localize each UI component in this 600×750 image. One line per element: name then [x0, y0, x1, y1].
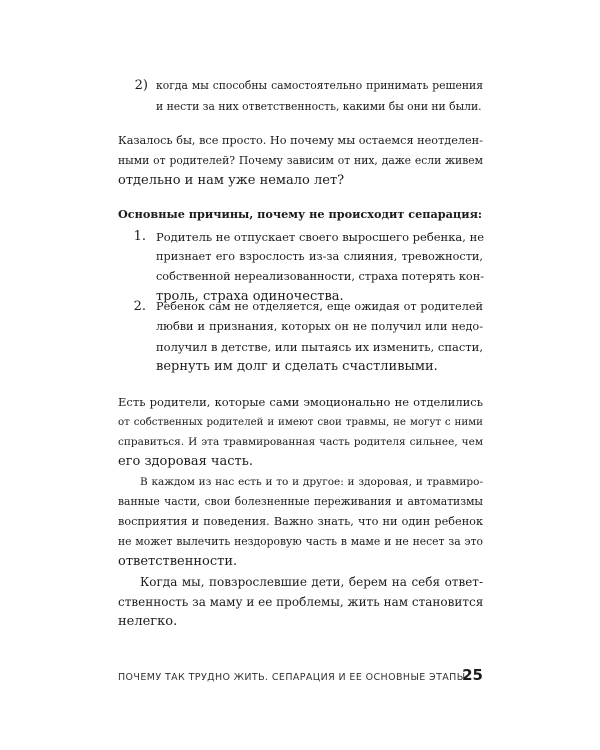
text-line: любви и признания, которых он не получил или недо-: [156, 320, 483, 333]
section-heading: Основные причины, почему не происходит сепарация:: [118, 207, 483, 221]
text-line: восприятия и поведения. Важно знать, что ни один ребенок: [118, 515, 483, 528]
text-line: собственной нереализованности, страха потерять кон-: [156, 270, 485, 283]
text-line: ответственности.: [118, 554, 238, 569]
text-line: Есть родители, которые сами эмоционально не отделились: [118, 395, 483, 409]
list-item-number: 2.: [133, 299, 146, 314]
text-line: нелегко.: [118, 614, 178, 629]
text-line: Ребенок сам не отделяется, еще ожидая от родителей: [156, 300, 483, 313]
text-line: ственность за маму и ее проблемы, жить нам становится: [118, 595, 484, 609]
text-line: справиться. И эта травмированная часть родителя сильнее, чем: [118, 436, 483, 448]
text-line: отдельно и нам уже немало лет?: [118, 173, 345, 188]
text-line: вернуть им долг и сделать счастливыми.: [156, 359, 438, 374]
text-line: троль, страха одиночества.: [156, 289, 344, 304]
text-line: когда мы способны самостоятельно принимать решения: [156, 79, 483, 92]
running-footer-title: ПОЧЕМУ ТАК ТРУДНО ЖИТЬ. СЕПАРАЦИЯ И ЕЕ ОСНОВНЫЕ ЭТАПЫ: [118, 672, 466, 683]
list-item-number: 1.: [133, 229, 146, 244]
page-number: 25: [462, 666, 483, 684]
text-line: Родитель не отпускает своего выросшего ребенка, не: [156, 230, 485, 244]
list-item-number: 2): [134, 78, 148, 93]
text-line: Казалось бы, все просто. Но почему мы остаемся неотделен-: [118, 134, 483, 147]
text-line: от собственных родителей и имеют свои травмы, не могут с ними: [118, 416, 483, 428]
text-line: признает его взрослость из-за слияния, тревожности,: [156, 250, 483, 263]
text-line: не может вылечить нездоровую часть в маме и не несет за это: [118, 535, 483, 548]
text-line: В каждом из нас есть и то и другое: и здоровая, и травмиро-: [140, 476, 483, 488]
text-line: ными от родителей? Почему зависим от них, даже если живем: [118, 154, 483, 167]
text-line: его здоровая часть.: [118, 454, 253, 469]
text-line: и нести за них ответственность, какими бы они ни были.: [156, 100, 482, 113]
text-line: получил в детстве, или пытаясь их изменить, спасти,: [156, 340, 483, 354]
text-line: ванные части, свои болезненные переживания и автоматизмы: [118, 495, 483, 508]
text-line: Когда мы, повзрослевшие дети, берем на себя ответ-: [140, 575, 483, 589]
